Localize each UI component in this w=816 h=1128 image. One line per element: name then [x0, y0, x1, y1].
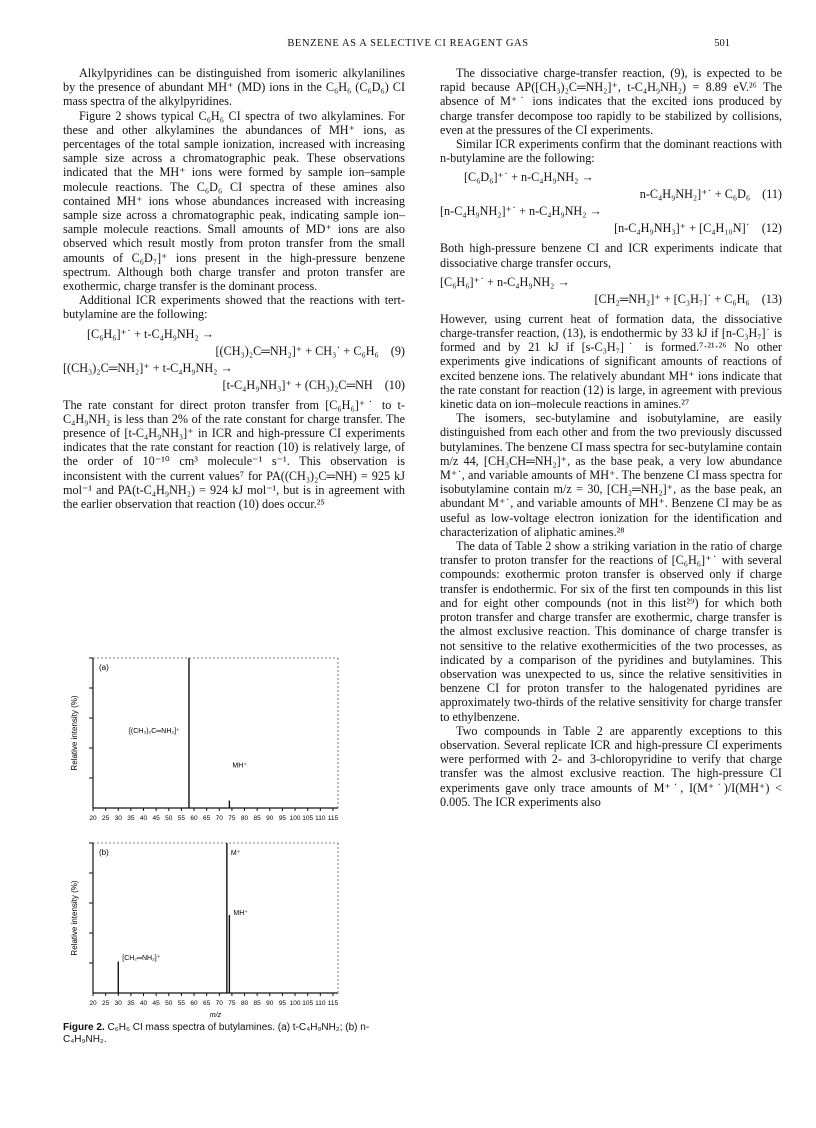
equation-9: [C₆H₆]⁺˙ + t-C₄H₉NH₂ → [(CH₃)₂C═NH₂]⁺ + CH₃˙ + C₆H₆ (9) [(CH₃)₂C═NH₂]⁺ + t-C₄H₉NH₂ → [t-C₄H₉NH₃]⁺ + (CH₃)₂C═NH (10) [63, 326, 405, 392]
paragraph: The isomers, sec-butylamine and isobutylamine, are easily distinguished from each other and from the two previously discussed butylamines. The benzene CI mass spectra for sec-butylamine contain m/z 44, [CH₃CH═NH₂]⁺, as the base peak, a very low abundance M⁺˙, and variable amounts of MH⁺. The benzene CI mass spectra for isobutylamine contain m/z = 30, [CH₂═NH₂]⁺, as the base peak, an abundant M⁺˙, and variable amounts of MH⁺. Benzene CI may be as useful as low-voltage electron ionization for the identification and characterization of aliphatic amines.²⁸ [440, 411, 782, 539]
x-tick-label: 85 [253, 1000, 261, 1007]
page-number: 501 [714, 38, 730, 49]
peak-annotation: [(CH₃)₂C═NH₂]⁺ [128, 728, 180, 735]
x-tick-label: 30 [114, 1000, 122, 1007]
x-tick-label: 45 [152, 815, 160, 822]
x-tick-label: 110 [315, 815, 326, 822]
figure-caption: Figure 2. C₆H₆ CI mass spectra of butylamines. (a) t-C₄H₉NH₂; (b) n-C₄H₉NH₂. [63, 1022, 370, 1045]
left-column [63, 66, 405, 511]
running-title: BENZENE AS A SELECTIVE CI REAGENT GAS [287, 38, 529, 49]
x-tick-label: 20 [89, 815, 97, 822]
x-tick-label: 105 [302, 815, 314, 822]
x-tick-label: 50 [165, 815, 173, 822]
x-tick-label: 55 [177, 815, 186, 822]
x-tick-label: 95 [278, 815, 287, 822]
paragraph: The rate constant for direct proton transfer from [C₆H₆]⁺˙ to t-C₄H₉NH₂ is less than 2% of the rate constant for charge transfer. The presence of [t-C₄H₉NH₃]⁺ in ICR and high-pressure CI experiments indicates that the rate constant for reaction (10) is relatively large, of the order of 10⁻¹⁰ cm³ molecule⁻¹ s⁻¹. This observation is inconsistent with the current values⁷ for PA((CH₃)₂C═NH) = 925 kJ mol⁻¹ and PA(t-C₄H₉NH₂) = 924 kJ mol⁻¹, but is in agreement with the earlier observation that reaction (10) does occur.²⁵ [63, 397, 405, 512]
x-tick-label: 65 [203, 1000, 211, 1007]
mass-spectra-chart [63, 650, 408, 1019]
x-tick-label: 105 [302, 1000, 314, 1007]
x-tick-label: 40 [139, 1000, 148, 1007]
x-tick-label: 50 [165, 1000, 173, 1007]
paragraph: Both high-pressure benzene CI and ICR experiments indicate that dissociative charge transfer occurs, [440, 241, 782, 270]
x-tick-label: 80 [240, 815, 249, 822]
x-tick-label: 55 [177, 1000, 186, 1007]
x-tick-label: 35 [127, 1000, 135, 1007]
equation-11: [C₆D₆]⁺˙ + n-C₄H₉NH₂ → n-C₄H₉NH₂]⁺˙ + C₆D₆ (11) [n-C₄H₉NH₂]⁺˙ + n-C₄H₉NH₂ → [n-C₄H₉NH₃]⁺ + [C₄H₁₀N]˙ (12) [440, 170, 782, 236]
x-tick-label: 60 [190, 815, 198, 822]
paragraph: The dissociative charge-transfer reaction, (9), is expected to be rapid because AP([CH₃)₂C═NH₂]⁺, t-C₄H₉NH₂) = 8.89 eV.²⁶ The absence of M⁺˙ ions indicates that the excited ions produced by charge transfer decompose too rapidly to be stabilized by collisions, even at the pressures of the CI experiments. [440, 66, 782, 137]
x-tick-label: 90 [266, 815, 274, 822]
x-tick-label: 115 [327, 815, 339, 822]
x-tick-label: 90 [266, 1000, 274, 1007]
x-tick-label: 25 [102, 1000, 110, 1007]
equation-13: [C₆H₆]⁺˙ + n-C₄H₉NH₂ → [CH₂═NH₂]⁺ + [C₃H₇]˙ + C₆H₆ (13) [440, 274, 782, 306]
peak-annotation: M⁺ [230, 850, 241, 857]
x-tick-label: 65 [203, 815, 211, 822]
x-tick-label: 60 [190, 1000, 198, 1007]
peak-annotation: MH⁺ [232, 762, 247, 770]
x-tick-label: 70 [215, 1000, 223, 1007]
panel-label: (a) [99, 663, 109, 672]
paragraph: Two compounds in Table 2 are apparently exceptions to this observation. Several replicate ICR and high-pressure CI experiments were performed with 2- and 3-chloropyridine to verify that charge transfer was the almost exclusive reaction. The high-pressure CI experiments gave only trace amounts of M⁺˙, I(M⁺˙)/I(MH⁺) < 0.005. The ICR experiments also [440, 723, 782, 809]
equation-number: (11) [762, 187, 782, 202]
right-column [440, 66, 782, 809]
panel-label: (b) [99, 848, 109, 857]
y-axis-label: Relative intensity (%) [70, 695, 79, 771]
x-tick-label: 100 [289, 815, 301, 822]
paragraph: Similar ICR experiments confirm that the dominant reactions with n-butylamine are the following: [440, 137, 782, 166]
x-tick-label: 75 [228, 1000, 236, 1007]
paragraph: The data of Table 2 show a striking variation in the ratio of charge transfer to proton transfer for the reactions of [C₆H₆]⁺˙ with several compounds: exothermic proton transfer is observed only if charge transfer is endothermic. For six of the first ten compounds in this list and for eight other compounds (not in this list²⁹) for which both proton transfer and charge transfer are exothermic, charge transfer is the almost exclusive reaction. This dominance of charge transfer is not sensitive to the relative exothermicities of the two processes, as indicated by a comparison of the pyridines and butylamines. This observation was unexpected to us, since the relative sensitivities in benzene CI for proton transfer to the halogenated pyridines are approximately two-thirds of the relative sensitivity for charge transfer to ethylbenzene. [440, 539, 782, 724]
x-tick-label: 110 [315, 1000, 326, 1007]
x-tick-label: 95 [278, 1000, 287, 1007]
paragraph: Additional ICR experiments showed that the reactions with tert-butylamine are the following: [63, 293, 405, 322]
x-tick-label: 70 [215, 815, 223, 822]
paragraph: However, using current heat of formation data, the dissociative charge-transfer reaction, (13), is endothermic by 33 kJ if [n-C₃H₇]˙ is formed and by 21 kJ if [s-C₃H₇]˙ is formed.⁷·²¹·²⁶ No other experiments give indications of significant amounts of reactions of excited benzene ions. The relatively abundant MH⁺ ions indicate that the rate constant for reaction (12) is large, in agreement with previous kinetic data on ion–molecule reactions in amines.²⁷ [440, 311, 782, 412]
peak-annotation: [CH₂═NH₂]⁺ [122, 955, 161, 962]
x-tick-label: 115 [327, 1000, 339, 1007]
x-axis-label: m/z [209, 1012, 222, 1019]
x-tick-label: 25 [102, 815, 110, 822]
page-header [0, 38, 816, 54]
equation-number: (9) [390, 343, 405, 358]
x-tick-label: 40 [139, 815, 148, 822]
x-tick-label: 20 [89, 1000, 97, 1007]
x-tick-label: 30 [114, 815, 122, 822]
x-tick-label: 85 [253, 815, 261, 822]
paragraph: Figure 2 shows typical C₆H₆ CI spectra of two alkylamines. For these and other alkylamines the abundances of MH⁺ ions, as percentages of the total sample ionization, increased with increasing sample size across a chromatographic peak. These observations indicated that the MH⁺ ions were formed by sample ion–sample molecule reactions. The C₆D₆ CI spectra of these amines also contained MH⁺ ions whose abundances increased with increasing sample size across a chromatographic peak, indicating sample ion–sample molecule reactions. Small amounts of MD⁺ ions are also observed which result mostly from proton transfer from the small amounts of C₆D₇]⁺ ions present in the high-pressure benzene spectrum. Although both charge transfer and proton transfer are exothermic, charge transfer is the dominant process. [63, 108, 405, 294]
equation-number: (13) [761, 291, 782, 306]
paragraph: Alkylpyridines can be distinguished from isomeric alkylanilines by the presence of abundant MH⁺ (MD) ions in the C₆H₆ (C₆D₆) CI mass spectra of the alkylpyridines. [63, 66, 405, 109]
x-tick-label: 75 [228, 815, 236, 822]
figure-2 [63, 650, 408, 1020]
y-axis-label: Relative intensity (%) [70, 880, 79, 956]
x-tick-label: 100 [289, 1000, 301, 1007]
peak-annotation: MH⁺ [233, 910, 248, 917]
x-tick-label: 80 [240, 1000, 249, 1007]
equation-number: (12) [761, 221, 782, 236]
equation-number: (10) [384, 377, 405, 392]
x-tick-label: 35 [127, 815, 135, 822]
x-tick-label: 45 [152, 1000, 160, 1007]
